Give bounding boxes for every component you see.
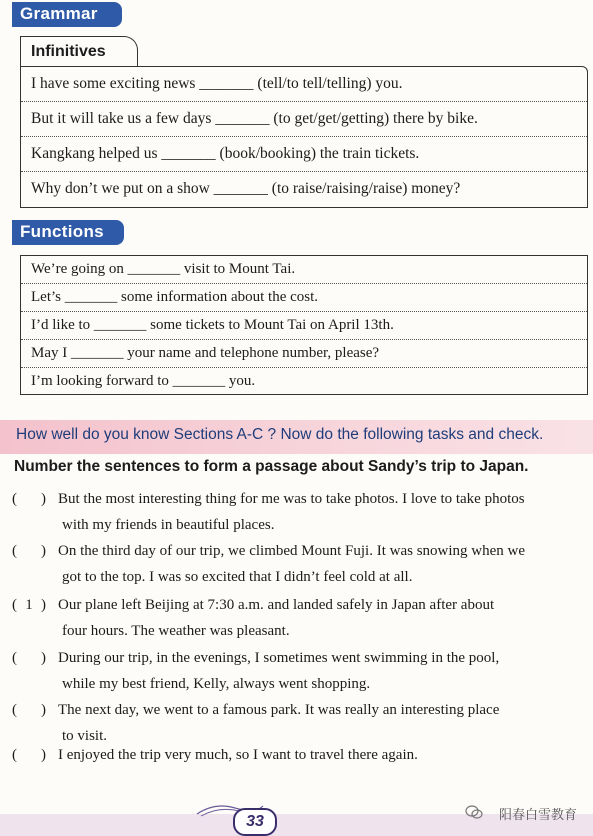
functions-section-label: Functions [12,220,124,245]
functions-row: We’re going on _______ visit to Mount Tai. [21,256,587,284]
functions-box [20,255,588,395]
task-title: Number the sentences to form a passage about Sandy’s trip to Japan. [14,458,529,475]
grammar-row: I have some exciting news _______ (tell/to tell/telling) you. [21,67,587,102]
grammar-row: Kangkang helped us _______ (book/booking) the train tickets. [21,137,587,172]
infinitives-tab: Infinitives [20,36,138,66]
functions-row: I’m looking forward to _______ you. [31,373,256,389]
grammar-box [20,66,588,208]
watermark: 阳春白雪教育 [498,808,577,823]
list-item: ( ) During our trip, in the evenings, I sometimes went swimming in the pool, while my best friend, Kelly, always went shopping. [12,645,587,697]
answer-blank: ( 1 ) [12,597,46,613]
list-item: ( ) But the most interesting thing for me was to take photos. I love to take photos with my friends in beautiful places. [12,486,587,538]
list-item: ( 1 ) Our plane left Beijing at 7:30 a.m. and landed safely in Japan after about four hours. The weather was pleasant. [12,592,587,644]
functions-row: Let’s _______ some information about the cost. [21,284,587,312]
answer-blank: ( ) [12,650,46,666]
wechat-icon [465,803,483,821]
grammar-row: Why don’t we put on a show _______ (to raise/raising/raise) money? [31,180,461,197]
grammar-section-label: Grammar [12,2,122,27]
functions-row: I’d like to _______ some tickets to Mount Tai on April 13th. [21,312,587,340]
answer-blank: ( ) [12,543,46,559]
banner-text: How well do you know Sections A-C ? Now do the following tasks and check. [16,426,544,443]
functions-row: May I _______ your name and telephone number, please? [21,340,587,368]
answer-blank: ( ) [12,491,46,507]
list-item: ( ) On the third day of our trip, we climbed Mount Fuji. It was snowing when we got to the top. I was so excited that I didn’t feel cold at all. [12,538,587,590]
list-item: ( ) The next day, we went to a famous park. It was really an interesting place to visit. [12,697,587,749]
grammar-row: But it will take us a few days _______ (to get/get/getting) there by bike. [21,102,587,137]
list-item: ( ) I enjoyed the trip very much, so I want to travel there again. [12,742,587,768]
answer-blank: ( ) [12,702,46,718]
page-number: 33 [233,808,277,836]
answer-blank: ( ) [12,747,46,763]
